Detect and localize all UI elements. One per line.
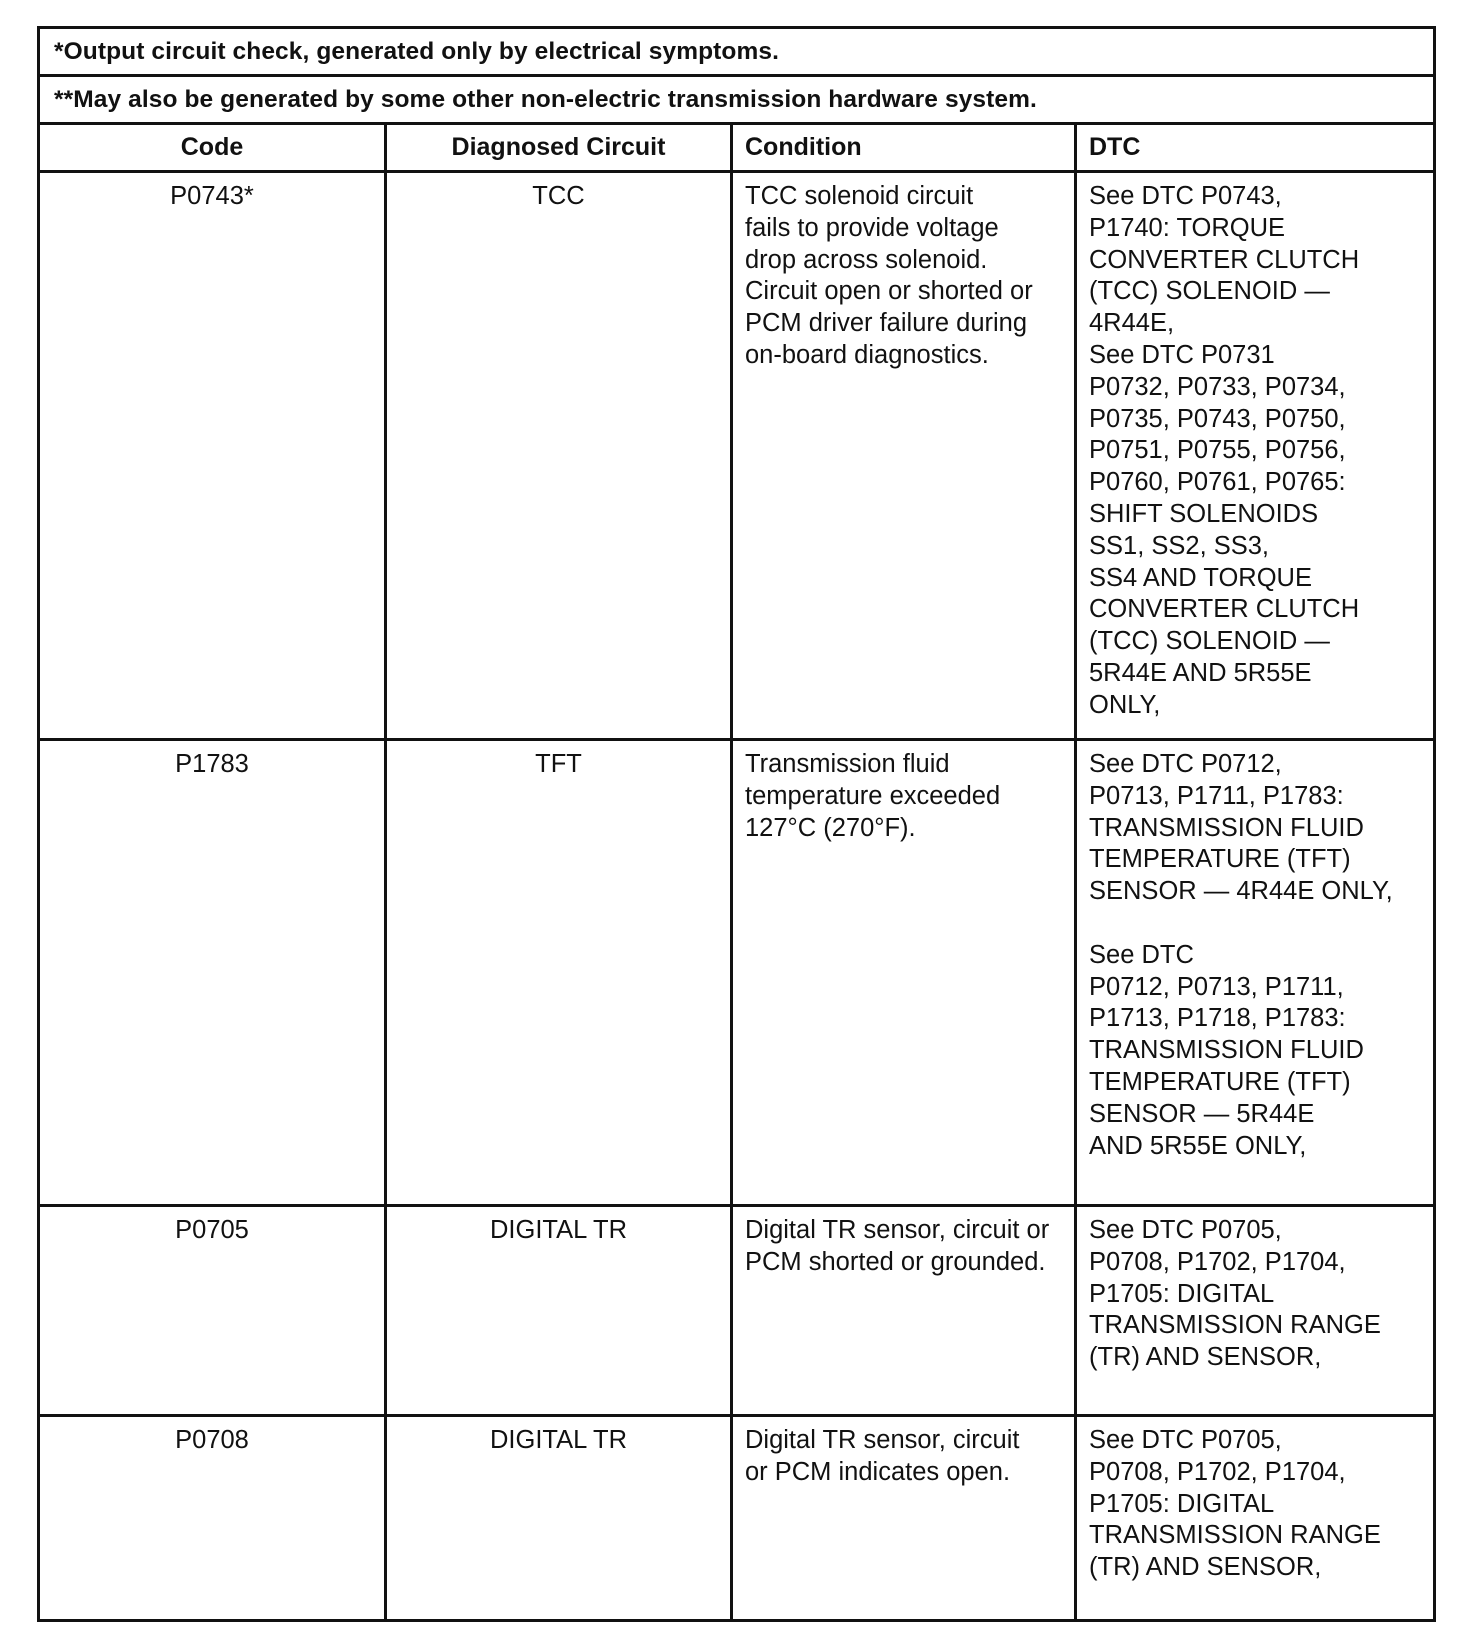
circuit-cell: DIGITAL TR [386,1416,732,1621]
footnote-output-circuit: *Output circuit check, generated only by electrical symptoms. [39,28,1435,76]
table-row [39,1206,1435,1416]
circuit-cell: DIGITAL TR [386,1206,732,1416]
circuit-cell: TFT [386,740,732,1206]
condition-cell: Digital TR sensor, circuit or PCM shorted or grounded. [732,1206,1076,1416]
dtc-cell: See DTC P0712, P0713, P1711, P1783: TRANSMISSION FLUID TEMPERATURE (TFT) SENSOR — 4R44E ONLY, See DTC P0712, P0713, P1711, P1713, P1718, P1783: TRANSMISSION FLUID TEMPERATURE (TFT) SENSOR — 5R44E AND 5R55E ONLY, [1076,740,1435,1206]
circuit-cell: TCC [386,172,732,740]
footnote-row [39,76,1435,124]
table-row [39,1416,1435,1621]
dtc-cell: See DTC P0743, P1740: TORQUE CONVERTER CLUTCH (TCC) SOLENOID — 4R44E, See DTC P0731 P0732, P0733, P0734, P0735, P0743, P0750, P0751, P0755, P0756, P0760, P0761, P0765: SHIFT SOLENOIDS SS1, SS2, SS3, SS4 AND TORQUE CONVERTER CLUTCH (TCC) SOLENOID — 5R44E AND 5R55E ONLY, [1076,172,1435,740]
condition-cell: Digital TR sensor, circuit or PCM indicates open. [732,1416,1076,1621]
header-diagnosed-circuit: Diagnosed Circuit [386,124,732,172]
code-cell: P0705 [39,1206,386,1416]
header-code: Code [39,124,386,172]
header-row [39,124,1435,172]
header-dtc: DTC [1076,124,1435,172]
footnote-row [39,28,1435,76]
table-row [39,740,1435,1206]
footnote-non-electric: **May also be generated by some other non-electric transmission hardware system. [39,76,1435,124]
condition-cell: TCC solenoid circuit fails to provide voltage drop across solenoid. Circuit open or shorted or PCM driver failure during on-board diagnostics. [732,172,1076,740]
condition-cell: Transmission fluid temperature exceeded 127°C (270°F). [732,740,1076,1206]
code-cell: P1783 [39,740,386,1206]
code-cell: P0743* [39,172,386,740]
code-cell: P0708 [39,1416,386,1621]
dtc-cell: See DTC P0705, P0708, P1702, P1704, P1705: DIGITAL TRANSMISSION RANGE (TR) AND SENSOR, [1076,1416,1435,1621]
dtc-table [37,26,1436,1622]
dtc-cell: See DTC P0705, P0708, P1702, P1704, P1705: DIGITAL TRANSMISSION RANGE (TR) AND SENSOR, [1076,1206,1435,1416]
table-row [39,172,1435,740]
header-condition: Condition [732,124,1076,172]
